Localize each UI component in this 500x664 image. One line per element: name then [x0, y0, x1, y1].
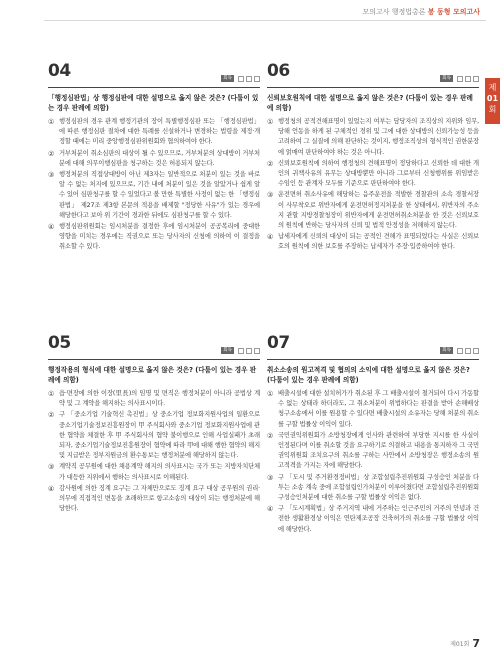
review-label: 회독 — [442, 76, 451, 81]
question-number: 07 — [267, 333, 290, 353]
question-05 — [48, 333, 260, 515]
question-stem: 취소소송의 원고적격 및 협의의 소익에 대한 설명으로 옳지 않은 것은? (다툼이 있는 경우 판례에 의함) — [267, 366, 470, 384]
answer-option[interactable]: ④ 구 「도시계획법」상 주거지역 내에 거주하는 인근주민의 거주의 안녕과 건전한 생활환경상 이익은 연탄제조공장 건축허가의 취소를 구할 법률상 이익에 해당한다. — [267, 505, 479, 533]
answer-option[interactable]: ② 거부처분이 취소심판의 대상이 될 수 있으므로, 거부처분의 상대방이 거부처분에 대해 의무이행심판을 청구하는 것은 허용되지 않는다. — [48, 149, 260, 167]
header-divider — [44, 20, 486, 21]
page-header — [0, 0, 500, 30]
review-checkbox[interactable] — [238, 76, 244, 82]
answer-option[interactable]: ② 신뢰보호원칙에 의하여 행정청의 견해표명이 정당하다고 신뢰한 데 대한 개인의 귀책사유의 유무는 상대방뿐만 아니라 그로부터 신청행위를 위임받은 수임인 등 관계자 모두를 기준으로 판단하여야 한다. — [267, 159, 479, 188]
review-check — [221, 75, 260, 82]
answer-option[interactable]: ① 읍·면장에 의한 이장(里長)의 임명 및 면직은 행정처분이 아니라 공법상 계약 및 그 계약을 해지하는 의사표시이다. — [48, 390, 260, 408]
review-checkbox[interactable] — [246, 76, 252, 82]
question-stem: 행정작용의 형식에 대한 설명으로 옳지 않은 것은? (다툼이 있는 경우 판례에 의함) — [48, 366, 257, 384]
review-label: 회독 — [223, 76, 232, 81]
review-check — [221, 347, 260, 354]
page-number: 7 — [472, 637, 480, 650]
question-07 — [267, 333, 479, 536]
review-label: 회독 — [442, 348, 451, 353]
round-side-tab: 제 01 회 — [485, 78, 500, 124]
answer-option[interactable]: ③ 구 「도시 및 주거환경정비법」상 조합설립추진위원회 구성승인 처분을 다투는 소송 계속 중에 조합설립인가처분이 이루어졌다면 조합설립추진위원회 구성승인처분에 대한 취소를 구할 법률상 이익은 없다. — [267, 473, 479, 502]
review-checkbox[interactable] — [254, 348, 260, 354]
question-number: 06 — [267, 61, 290, 81]
question-number: 05 — [48, 333, 71, 353]
question-stem: 「행정심판법」상 행정심판에 대한 설명으로 옳지 않은 것은? (다툼이 있는 경우 판례에 의함) — [48, 94, 259, 112]
question-06 — [267, 61, 479, 254]
answer-option[interactable]: ② 국민권익위원회가 소방청장에게 인사와 관련하여 부당한 지시를 한 사실이 인정된다며 이를 취소할 것을 요구하기로 의결하고 내용을 통지하자 그 국민권익위원회 조치요구의 취소를 구하는 사안에서 소방청장은 행정소송의 원고적격을 가지는 자에 해당한다. — [267, 431, 479, 470]
review-checkbox[interactable] — [465, 348, 471, 354]
footer-round-label: 제01회 — [450, 641, 470, 648]
page-footer — [450, 637, 480, 650]
question-number: 04 — [48, 61, 71, 81]
answer-option[interactable]: ③ 계약직 공무원에 대한 채용계약 해지의 의사표시는 국가 또는 지방자치단체가 대등한 지위에서 행하는 의사표시로 이해된다. — [48, 463, 260, 481]
review-checkbox[interactable] — [473, 76, 479, 82]
review-checkbox[interactable] — [254, 76, 260, 82]
answer-option[interactable]: ④ 감사원에 의한 징계 요구는 그 자체만으로도 징계 요구 대상 공무원의 권리·의무에 직접적인 변동을 초래하므로 항고소송의 대상이 되는 행정처분에 해당한다. — [48, 484, 260, 513]
question-header — [267, 333, 479, 360]
answer-option[interactable]: ③ 운전면허 취소사유에 해당하는 음주운전을 적발한 경찰관의 소속 경찰서장이 사무착오로 위반자에게 운전면허정지처분을 한 상태에서, 위반자의 주소지 관할 지방경찰청장이 위반자에게 운전면허취소처분을 한 것은 신뢰보호의 원칙에 반하는 당사자의 신뢰 및 법적 안정성을 저해하지 않는다. — [267, 191, 479, 230]
question-stem: 신뢰보호원칙에 대한 설명으로 옳지 않은 것은? (다툼이 있는 경우 판례에 의함) — [267, 94, 473, 112]
answer-option[interactable]: ④ 납세자에게 신뢰의 대상이 되는 공적인 견해가 표명되었다는 사실은 신뢰보호의 원칙에 의한 보호를 주장하는 납세자가 주장·입증하여야 한다. — [267, 233, 479, 251]
review-label: 회독 — [223, 348, 232, 353]
review-checkbox[interactable] — [457, 76, 463, 82]
question-header — [48, 333, 260, 360]
question-header — [267, 61, 479, 88]
answer-option[interactable]: ③ 행정처분의 직접상대방이 아닌 제3자는 일반적으로 처분이 있는 것을 바로 알 수 없는 처지에 있으므로, 기간 내에 처분이 있은 것을 알았거나 쉽게 알 수 있어 심판청구를 할 수 있었다고 볼 만한 특별한 사정이 없는 한 「행정심판법」 제27조 제3항 본문의 적용을 배제할 "정당한 사유"가 있는 경우에 해당한다고 보아 위 기간이 경과한 뒤에도 심판청구를 할 수 있다. — [48, 171, 260, 219]
answer-option[interactable]: ④ 행정심판위원회는 임시처분을 결정한 후에 임시처분이 공공복리에 중대한 영향을 미치는 경우에는 직권으로 또는 당사자의 신청에 의하여 이 결정을 취소할 수 있다. — [48, 223, 260, 251]
review-checkbox[interactable] — [473, 348, 479, 354]
question-header — [48, 61, 260, 88]
review-check — [440, 347, 479, 354]
review-check — [440, 75, 479, 82]
review-checkbox[interactable] — [246, 348, 252, 354]
review-checkbox[interactable] — [457, 348, 463, 354]
answer-option[interactable]: ① 행정청의 공적견해표명이 있었는지 여부는 담당자의 조직상의 지위와 임무, 당해 언동을 하게 된 구체적인 경위 및 그에 대한 상대방의 신뢰가능성 등을 고려하여 그 실질에 의해 판단하는 것이지, 행정조직상의 형식적인 권한분장에 얽매여 판단하여야 하는 것은 아니다. — [267, 118, 479, 156]
review-checkbox[interactable] — [238, 348, 244, 354]
header-title: 모의고사 행정법총론 봉 동형 모의고사 — [362, 8, 480, 16]
answer-option[interactable]: ① 행정심판의 경우 관계 행정기관의 장이 특별행정심판 또는 「행정심판법」에 따른 행정심판 절차에 대한 특례를 신설하거나 변경하는 법령을 제정·개정할 때에는 미리 중앙행정심판위원회와 협의하여야 한다. — [48, 118, 260, 146]
review-checkbox[interactable] — [465, 76, 471, 82]
answer-option[interactable]: ① 배출시설에 대한 설치허가가 취소된 후 그 배출시설이 철거되어 다시 가동할 수 없는 상태라 하더라도, 그 취소처분이 위법하다는 판결을 받아 손해배상청구소송에서 이를 원용할 수 있다면 배출시설의 소유자는 당해 처분의 취소를 구할 법률상 이익이 있다. — [267, 390, 479, 428]
question-04 — [48, 61, 260, 254]
answer-option[interactable]: ② 구 「중소기업 기술혁신 촉진법」상 중소기업 정보화지원사업의 일환으로 중소기업기술정보진흥원장이 甲 주식회사와 중소기업 정보화지원사업에 관한 협약을 체결한 후 甲 주식회사의 협약 불이행으로 인해 사업실패가 초래되자, 중소기업기술정보진흥원장이 협약에 따라 甲에 대해 행한 협약의 해지 및 지급받은 정부지원금의 환수통보는 행정처분에 해당하지 않는다. — [48, 411, 260, 460]
